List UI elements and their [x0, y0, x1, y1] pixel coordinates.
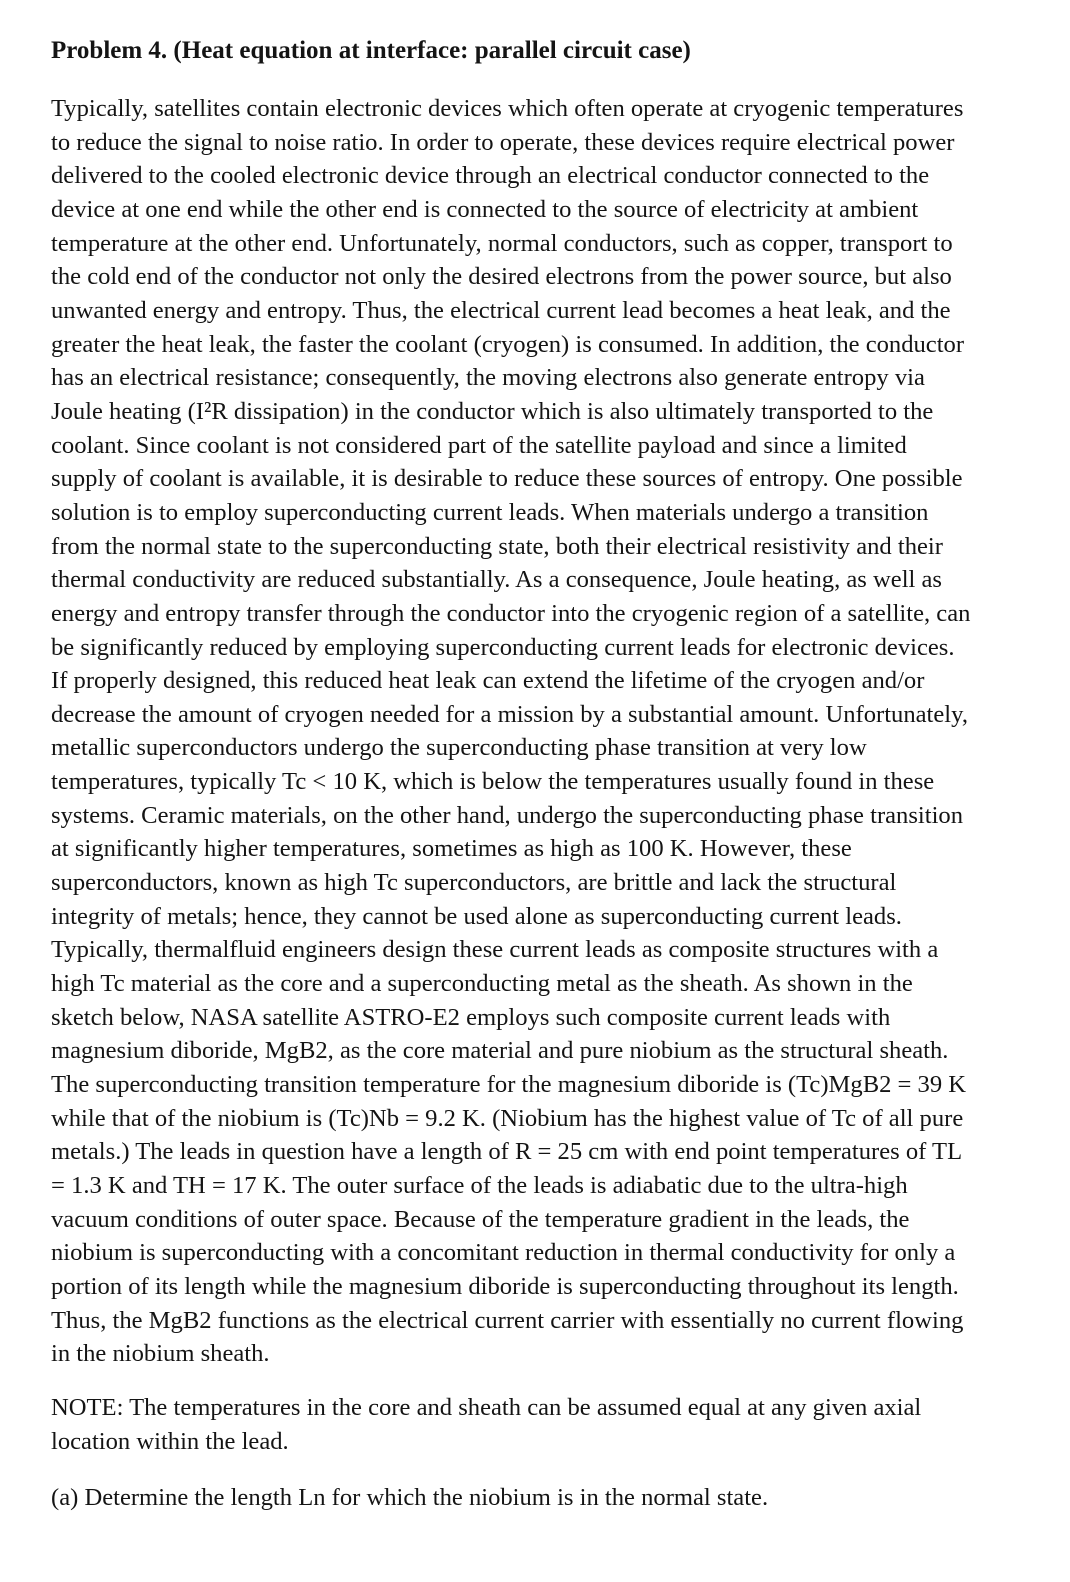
body-line: The superconducting transition temperature for the magnesium diboride is (Tc)MgB2 = 39 K: [51, 1071, 967, 1099]
body-line: from the normal state to the superconducting state, both their electrical resistivity and their: [51, 532, 943, 560]
body-line: be significantly reduced by employing superconducting current leads for electronic devices.: [51, 633, 955, 661]
body-line: has an electrical resistance; consequently, the moving electrons also generate entropy via: [51, 364, 925, 392]
body-line: to reduce the signal to noise ratio. In order to operate, these devices require electrical power: [51, 128, 955, 156]
body-line: niobium is superconducting with a concomitant reduction in thermal conductivity for only a: [51, 1239, 956, 1267]
body-line: delivered to the cooled electronic device through an electrical conductor connected to the: [51, 162, 930, 190]
body-line: in the niobium sheath.: [51, 1340, 270, 1368]
body-line: Typically, thermalfluid engineers design these current leads as composite structures with a: [51, 936, 939, 964]
body-line: at significantly higher temperatures, sometimes as high as 100 K. However, these: [51, 835, 852, 863]
problem-title: Problem 4. (Heat equation at interface: parallel circuit case): [51, 37, 691, 64]
body-line: metals.) The leads in question have a length of R = 25 cm with end point temperatures of TL: [51, 1138, 963, 1166]
body-line: while that of the niobium is (Tc)Nb = 9.2 K. (Niobium has the highest value of Tc of all pure: [51, 1104, 964, 1132]
body-line: greater the heat leak, the faster the coolant (cryogen) is consumed. In addition, the conductor: [51, 330, 965, 358]
body-line: Typically, satellites contain electronic devices which often operate at cryogenic temperatures: [51, 95, 964, 122]
body-line: thermal conductivity are reduced substantially. As a consequence, Joule heating, as well as: [51, 566, 943, 594]
body-line: Thus, the MgB2 functions as the electrical current carrier with essentially no current flowing: [51, 1306, 964, 1334]
body-line: = 1.3 K and TH = 17 K. The outer surface of the leads is adiabatic due to the ultra-high: [51, 1172, 908, 1199]
body-line: Joule heating (I²R dissipation) in the conductor which is also ultimately transported to the: [51, 397, 934, 425]
body-line: decrease the amount of cryogen needed for a mission by a substantial amount. Unfortunately,: [51, 700, 968, 728]
body-line: integrity of metals; hence, they cannot be used alone as superconducting current leads.: [51, 902, 902, 930]
note-line: location within the lead.: [51, 1427, 289, 1455]
body-line: unwanted energy and entropy. Thus, the electrical current lead becomes a heat leak, and the: [51, 296, 951, 324]
body-line: temperatures, typically Tc < 10 K, which is below the temperatures usually found in these: [51, 768, 935, 796]
body-line: coolant. Since coolant is not considered part of the satellite payload and since a limited: [51, 431, 907, 459]
body-line: energy and entropy transfer through the conductor into the cryogenic region of a satellite, can: [51, 599, 971, 627]
body-line: the cold end of the conductor not only the desired electrons from the power source, but also: [51, 263, 952, 291]
body-line: portion of its length while the magnesium diboride is superconducting throughout its length.: [51, 1272, 959, 1300]
body-line: supply of coolant is available, it is desirable to reduce these sources of entropy. One possible: [51, 465, 963, 493]
note-line: NOTE: The temperatures in the core and sheath can be assumed equal at any given axial: [51, 1393, 922, 1421]
problem-page: [51, 34, 1051, 1515]
body-line: device at one end while the other end is connected to the source of electricity at ambient: [51, 195, 919, 223]
body-line: superconductors, known as high Tc superconductors, are brittle and lack the structural: [51, 869, 897, 897]
body-line: magnesium diboride, MgB2, as the core material and pure niobium as the structural sheath.: [51, 1037, 949, 1065]
body-line: If properly designed, this reduced heat leak can extend the lifetime of the cryogen and/or: [51, 667, 925, 695]
question-part-a: (a) Determine the length Ln for which the niobium is in the normal state.: [51, 1484, 769, 1512]
body-line: high Tc material as the core and a superconducting metal as the sheath. As shown in the: [51, 970, 913, 998]
problem-note: [51, 1391, 1051, 1458]
body-line: vacuum conditions of outer space. Because of the temperature gradient in the leads, the: [51, 1205, 910, 1233]
problem-body: [51, 92, 1051, 1371]
body-line: metallic superconductors undergo the superconducting phase transition at very low: [51, 734, 867, 762]
body-line: systems. Ceramic materials, on the other hand, undergo the superconducting phase transition: [51, 801, 964, 829]
body-line: sketch below, NASA satellite ASTRO-E2 employs such composite current leads with: [51, 1003, 891, 1031]
body-line: solution is to employ superconducting current leads. When materials undergo a transition: [51, 498, 929, 526]
body-line: temperature at the other end. Unfortunately, normal conductors, such as copper, transport to: [51, 229, 953, 257]
